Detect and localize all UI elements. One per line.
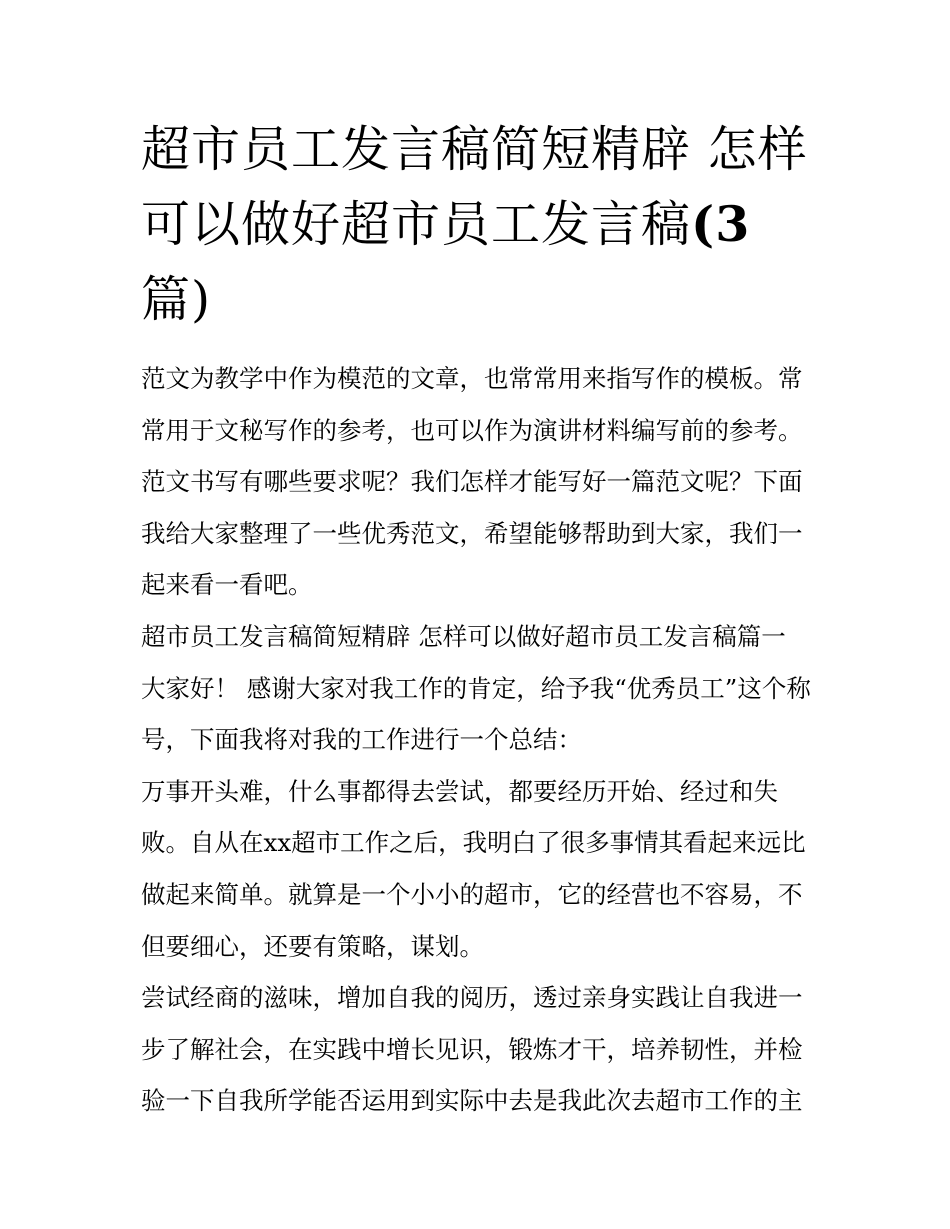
paragraph-body-2: 尝试经商的滋味，增加自我的阅历，透过亲身实践让自我进一步了解社会，在实践中增长见识，锻炼才干，培养韧性，并检验一下自我所学能否运用到实际中去是我此次去超市工作的主 (141, 983, 803, 1116)
paragraph-body-1: 万事开头难，什么事都得去尝试，都要经历开始、经过和失败。自从在xx超市工作之后，我明白了很多事情其看起来远比做起来简单。就算是一个小小的超市，它的经营也不容易，不但要细心，还要有策略，谋划。 (141, 776, 806, 961)
title-suffix: 篇) (141, 271, 212, 328)
document-body (141, 353, 821, 1127)
paragraph-greeting: 大家好！ 感谢大家对我工作的肯定，给予我“优秀员工”这个称号，下面我将对我的工作进行一个总结： (141, 673, 811, 755)
paragraph-intro: 范文为教学中作为模范的文章，也常常用来指写作的模板。常常用于文秘写作的参考，也可以作为演讲材料编写前的参考。范文书写有哪些要求呢？我们怎样才能写好一篇范文呢？下面我给大家整理了一些优秀范文，希望能够帮助到大家，我们一起来看一看吧。 (141, 364, 803, 600)
document-title (141, 112, 821, 337)
title-paren-open: ( (691, 195, 716, 253)
paragraph-heading: 超市员工发言稿简短精辟 怎样可以做好超市员工发言稿篇一 (141, 621, 786, 651)
title-count: 3 (715, 195, 751, 253)
title-text: 超市员工发言稿简短精辟 怎样可以做好超市员工发言稿 (141, 121, 808, 253)
